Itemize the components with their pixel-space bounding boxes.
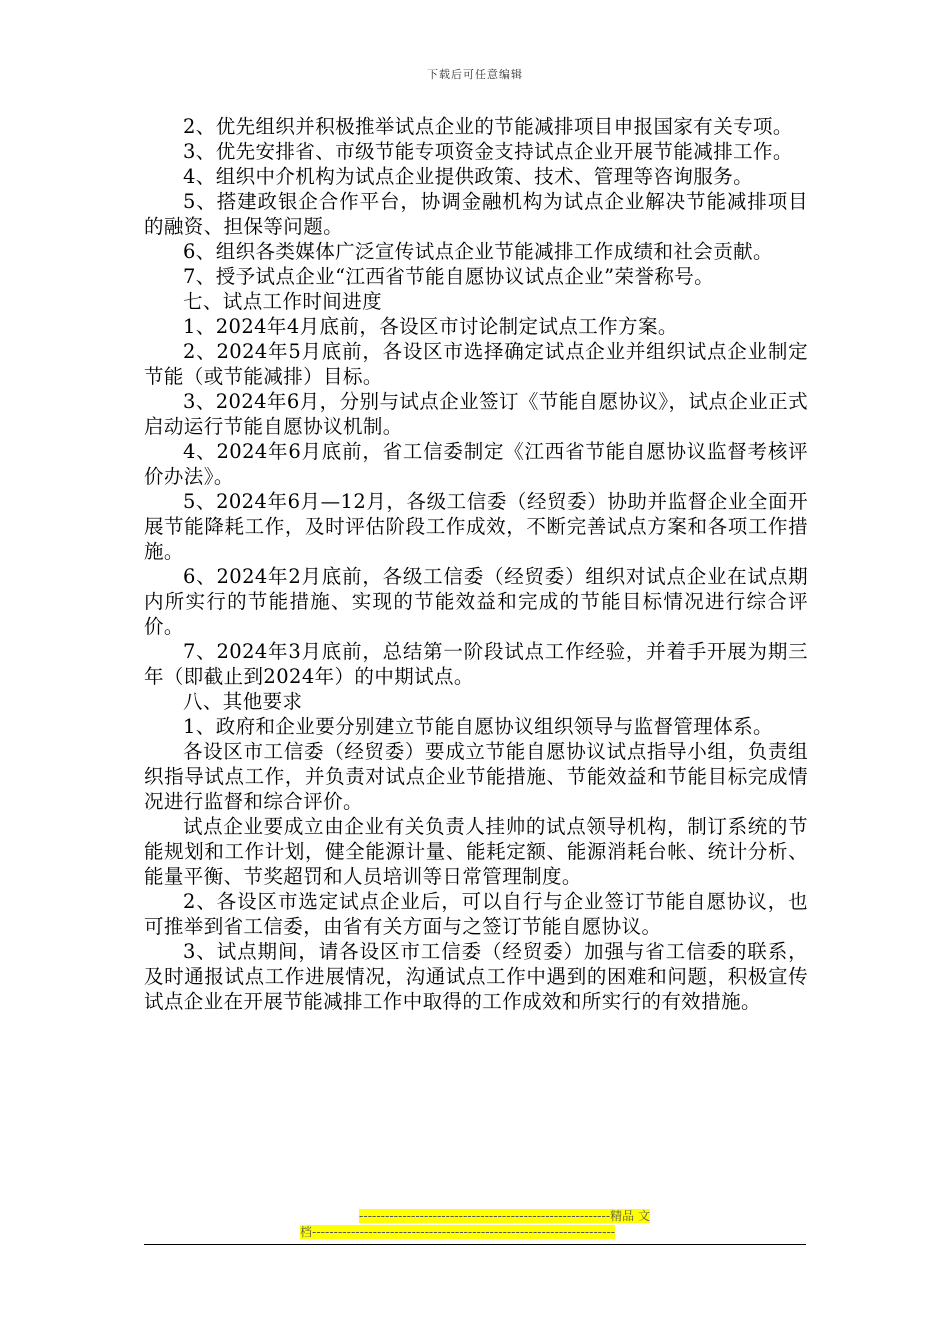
paragraph: 6、2024年2月底前，各级工信委（经贸委）组织对试点企业在试点期内所实行的节能措施、实现的节能效益和完成的节能目标情况进行综合评价。 — [144, 565, 808, 638]
paragraph: 1、政府和企业要分别建立节能自愿协议组织领导与监督管理体系。 — [183, 715, 773, 738]
paragraph: 3、2024年6月，分别与试点企业签订《节能自愿协议》，试点企业正式启动运行节能自愿协议机制。 — [144, 390, 808, 438]
paragraph: 4、2024年6月底前，省工信委制定《江西省节能自愿协议监督考核评价办法》。 — [144, 440, 808, 488]
paragraph: 2、优先组织并积极推举试点企业的节能减排项目申报国家有关专项。 — [183, 115, 793, 138]
page-footer — [300, 1208, 650, 1240]
paragraph: 1、2024年4月底前，各设区市讨论制定试点工作方案。 — [183, 315, 678, 338]
paragraph: 7、授予试点企业“江西省节能自愿协议试点企业”荣誉称号。 — [183, 265, 715, 288]
paragraph: 7、2024年3月底前，总结第一阶段试点工作经验，并着手开展为期三年（即截止到2024年）的中期试点。 — [144, 640, 808, 688]
document-body — [144, 114, 808, 1014]
paragraph: 试点企业要成立由企业有关负责人挂帅的试点领导机构，制订系统的节能规划和工作计划，健全能源计量、能耗定额、能源消耗台帐、统计分析、能量平衡、节奖超罚和人员培训等日常管理制度。 — [144, 815, 808, 888]
footer-line-1: ----------------------------------------------------------精品 文 — [359, 1209, 650, 1223]
paragraph: 5、2024年6月—12月，各级工信委（经贸委）协助并监督企业全面开展节能降耗工作，及时评估阶段工作成效，不断完善试点方案和各项工作措施。 — [144, 490, 808, 563]
footer-line-2: 档---------------------------------------------------------------------- — [300, 1225, 616, 1239]
paragraph: 2、各设区市选定试点企业后，可以自行与企业签订节能自愿协议，也可推举到省工信委，由省有关方面与之签订节能自愿协议。 — [144, 890, 808, 938]
paragraph: 4、组织中介机构为试点企业提供政策、技术、管理等咨询服务。 — [183, 165, 754, 188]
paragraph: 各设区市工信委（经贸委）要成立节能自愿协议试点指导小组，负责组织指导试点工作，并负责对试点企业节能措施、节能效益和节能目标完成情况进行监督和综合评价。 — [144, 740, 808, 813]
paragraph: 2、2024年5月底前，各设区市选择确定试点企业并组织试点企业制定节能（或节能减排）目标。 — [144, 340, 808, 388]
footer-rule — [144, 1244, 806, 1245]
paragraph: 3、优先安排省、市级节能专项资金支持试点企业开展节能减排工作。 — [183, 140, 793, 163]
page-header: 下载后可任意编辑 — [427, 68, 523, 81]
paragraph: 6、组织各类媒体广泛宣传试点企业节能减排工作成绩和社会贡献。 — [183, 240, 773, 263]
section-heading: 八、其他要求 — [183, 690, 303, 713]
paragraph: 3、试点期间，请各设区市工信委（经贸委）加强与省工信委的联系，及时通报试点工作进展情况，沟通试点工作中遇到的困难和问题，积极宣传试点企业在开展节能减排工作中取得的工作成效和所实行的有效措施。 — [144, 940, 808, 1013]
paragraph: 5、搭建政银企合作平台，协调金融机构为试点企业解决节能减排项目的融资、担保等问题。 — [144, 190, 808, 238]
section-heading: 七、试点工作时间进度 — [183, 290, 383, 313]
